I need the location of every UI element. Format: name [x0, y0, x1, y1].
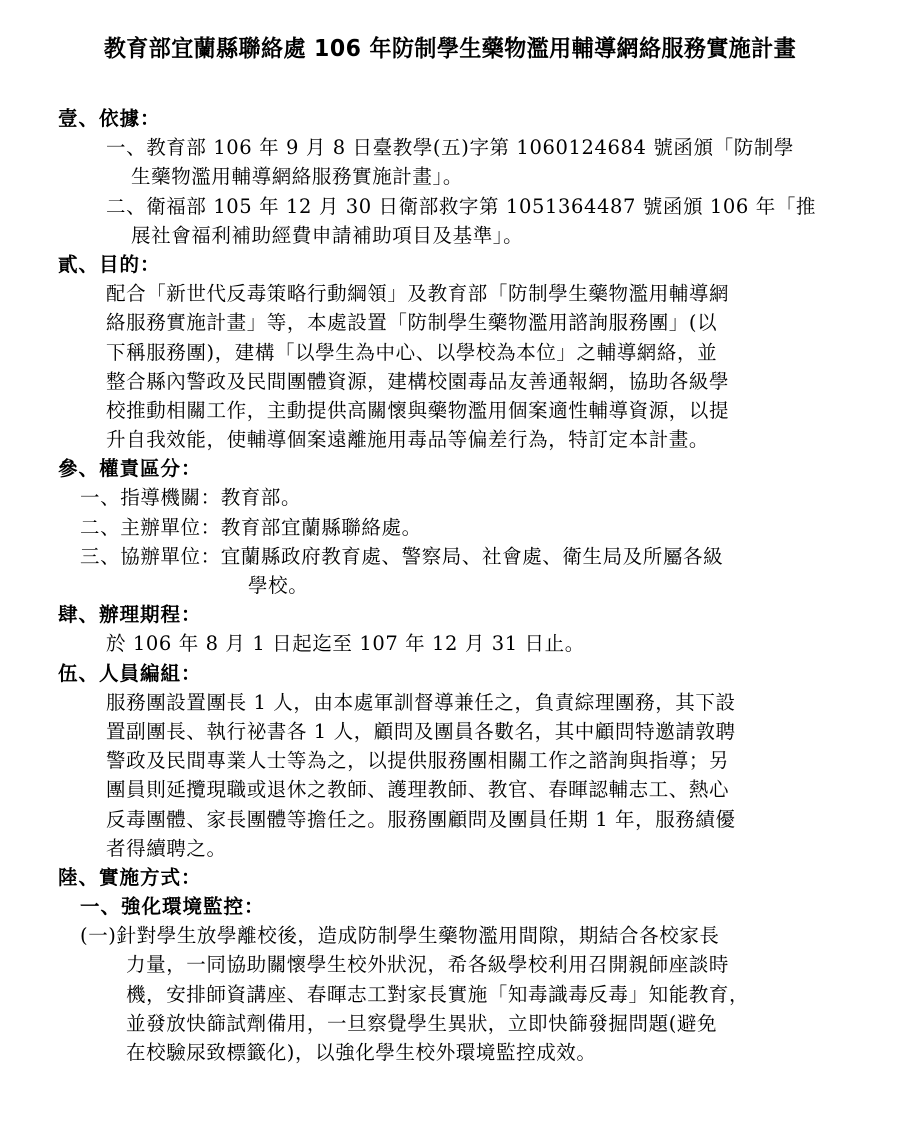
text-line-content: 團員則延攬現職或退休之教師、護理教師、教官、春暉認輔志工、熱心: [106, 778, 730, 802]
section-heading-text: 參、權責區分：: [58, 457, 202, 481]
text-line-content: 置副團長、執行祕書各 1 人，顧問及團員各數名，其中顧問特邀請敦聘: [106, 719, 736, 743]
text-line: [0, 834, 900, 863]
text-line-content: 於 106 年 8 月 1 日起迄至 107 年 12 月 31 日止。: [106, 632, 585, 656]
text-line: [0, 1038, 900, 1067]
section-heading-text: 貳、目的：: [58, 252, 161, 276]
text-line-content: 校推動相關工作，主動提供高關懷與藥物濫用個案適性輔導資源，以提: [106, 398, 730, 422]
text-line-content: 並發放快篩試劑備用，一旦察覺學生異狀，立即快篩發掘問題(避免: [126, 1011, 718, 1035]
section-heading-1: [0, 104, 900, 133]
text-line-content: 服務團設置團長 1 人，由本處軍訓督導兼任之，負責綜理團務，其下設: [106, 690, 736, 714]
text-line-content: 警政及民間專業人士等為之，以提供服務團相關工作之諮詢與指導；另: [106, 749, 730, 773]
text-line: [0, 396, 900, 425]
section-heading-3: [0, 454, 900, 483]
text-line-content: 三、協辦單位：宜蘭縣政府教育處、警察局、社會處、衛生局及所屬各級: [80, 544, 724, 568]
text-line: [0, 162, 900, 191]
text-line: [0, 805, 900, 834]
text-line-content: 一、指導機關：教育部。: [80, 486, 302, 510]
text-line: [0, 308, 900, 337]
text-line: [0, 1009, 900, 1038]
text-line: [0, 950, 900, 979]
section-heading-text: 肆、辦理期程：: [58, 603, 202, 627]
section-heading-text: 陸、實施方式：: [58, 865, 202, 889]
text-line: [0, 133, 900, 162]
text-line: [0, 279, 900, 308]
text-line: [0, 921, 900, 950]
text-line: [0, 483, 900, 512]
text-line-content: 學校。: [248, 574, 309, 597]
text-line: [0, 629, 900, 658]
text-line: [0, 513, 900, 542]
section-heading-2: [0, 250, 900, 279]
text-line-content: 反毒團體、家長團體等擔任之。服務團顧問及團員任期 1 年，服務績優: [106, 807, 736, 831]
text-line-content: 在校驗尿致標籤化)，以強化學生校外環境監控成效。: [126, 1041, 597, 1064]
text-line: [0, 338, 900, 367]
text-line: [0, 367, 900, 396]
section-heading-text: 壹、依據：: [58, 107, 161, 130]
text-line-content: 二、主辦單位：教育部宜蘭縣聯絡處。: [80, 515, 422, 539]
text-line-content: 配合「新世代反毒策略行動綱領」及教育部「防制學生藥物濫用輔導網: [106, 282, 730, 306]
text-line-content: (一)針對學生放學離校後，造成防制學生藥物濫用間隙，期結合各校家長: [80, 924, 720, 948]
text-line-content: 絡服務實施計畫」等，本處設置「防制學生藥物濫用諮詢服務團」(以: [106, 311, 718, 335]
text-line: [0, 221, 900, 250]
text-line-content: 升自我效能，使輔導個案遠離施用毒品等偏差行為，特訂定本計畫。: [106, 428, 710, 452]
section-heading-6: [0, 863, 900, 892]
text-line: [0, 192, 900, 221]
section-heading-4: [0, 600, 900, 629]
text-line-content: 展社會福利補助經費申請補助項目及基準」。: [131, 223, 524, 247]
text-line: [0, 980, 900, 1009]
text-line-content: 一、教育部 106 年 9 月 8 日臺教學(五)字第 1060124684 號函頒「防制學: [106, 136, 795, 160]
subsection-heading: [0, 892, 900, 921]
text-line: [0, 425, 900, 454]
section-heading-text: 伍、人員編組：: [58, 661, 202, 685]
text-line: [0, 571, 900, 600]
section-heading-5: [0, 659, 900, 688]
text-line: [0, 688, 900, 717]
text-line-content: 者得續聘之。: [106, 836, 227, 860]
text-line-content: 力量，一同協助關懷學生校外狀況，希各級學校利用召開親師座談時: [126, 953, 730, 977]
text-line: [0, 542, 900, 571]
text-line-content: 下稱服務團)，建構「以學生為中心、以學校為本位」之輔導網絡，並: [106, 340, 718, 364]
document-body: [0, 104, 900, 1067]
text-line: [0, 775, 900, 804]
text-line: [0, 717, 900, 746]
text-line-content: 整合縣內警政及民間團體資源，建構校園毒品友善通報網，協助各級學: [106, 369, 730, 393]
text-line-content: 機，安排師資講座、春暉志工對家長實施「知毒識毒反毒」知能教育，: [126, 982, 750, 1006]
subsection-heading-text: 一、強化環境監控：: [80, 895, 265, 919]
text-line: [0, 746, 900, 775]
text-line-content: 二、衛福部 105 年 12 月 30 日衛部救字第 1051364487 號函頒 106 年「推: [106, 194, 817, 218]
document-title: 教育部宜蘭縣聯絡處 106 年防制學生藥物濫用輔導網絡服務實施計畫: [103, 36, 797, 62]
text-line-content: 生藥物濫用輔導網絡服務實施計畫」。: [131, 165, 463, 189]
